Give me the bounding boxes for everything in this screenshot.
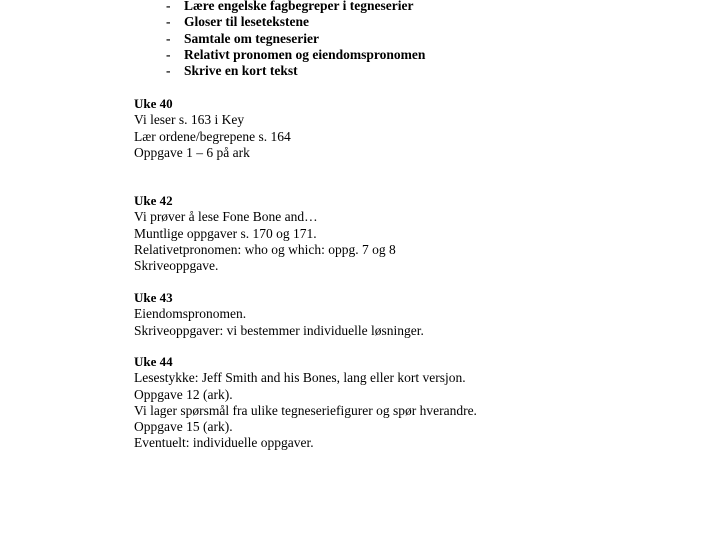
goal-text: Skrive en kort tekst bbox=[184, 63, 298, 79]
week-line: Oppgave 1 – 6 på ark bbox=[134, 144, 250, 160]
bullet-dash: - bbox=[166, 30, 171, 46]
week-heading: Uke 40 bbox=[134, 96, 173, 111]
week-line: Skriveoppgave. bbox=[134, 258, 219, 274]
week-line: Oppgave 12 (ark). bbox=[134, 386, 233, 402]
week-heading: Uke 43 bbox=[134, 290, 173, 305]
week-line: Lær ordene/begrepene s. 164 bbox=[134, 128, 291, 144]
week-line: Relativetpronomen: who og which: oppg. 7 og 8 bbox=[134, 241, 396, 257]
list-item bbox=[166, 14, 425, 30]
list-item bbox=[166, 63, 425, 79]
week-43-section bbox=[134, 290, 424, 339]
goal-text: Gloser til lesetekstene bbox=[184, 14, 309, 30]
week-44-section bbox=[134, 354, 477, 452]
goal-text: Relativt pronomen og eiendomspronomen bbox=[184, 46, 426, 62]
goal-text: Samtale om tegneserier bbox=[184, 30, 319, 46]
week-42-section bbox=[134, 193, 396, 274]
week-line: Vi lager spørsmål fra ulike tegneseriefigurer og spør hverandre. bbox=[134, 402, 477, 418]
week-line: Lesestykke: Jeff Smith and his Bones, lang eller kort versjon. bbox=[134, 370, 466, 386]
week-line: Skriveoppgaver: vi bestemmer individuelle løsninger. bbox=[134, 322, 424, 338]
bullet-dash: - bbox=[166, 14, 171, 30]
week-line: Vi leser s. 163 i Key bbox=[134, 112, 245, 128]
bullet-dash: - bbox=[166, 0, 171, 13]
week-line: Oppgave 15 (ark). bbox=[134, 419, 233, 435]
bullet-dash: - bbox=[166, 46, 171, 62]
week-heading: Uke 44 bbox=[134, 354, 173, 369]
week-line: Eventuelt: individuelle oppgaver. bbox=[134, 435, 314, 451]
list-item bbox=[166, 31, 425, 47]
week-line: Muntlige oppgaver s. 170 og 171. bbox=[134, 225, 317, 241]
week-line: Vi prøver å lese Fone Bone and… bbox=[134, 209, 318, 225]
week-heading: Uke 42 bbox=[134, 193, 173, 208]
list-item bbox=[166, 0, 425, 14]
week-line: Eiendomspronomen. bbox=[134, 306, 247, 322]
goal-text: Lære engelske fagbegreper i tegneserier bbox=[184, 0, 414, 13]
week-40-section bbox=[134, 96, 291, 161]
list-item bbox=[166, 47, 425, 63]
bullet-dash: - bbox=[166, 63, 171, 79]
goals-list bbox=[166, 0, 425, 79]
